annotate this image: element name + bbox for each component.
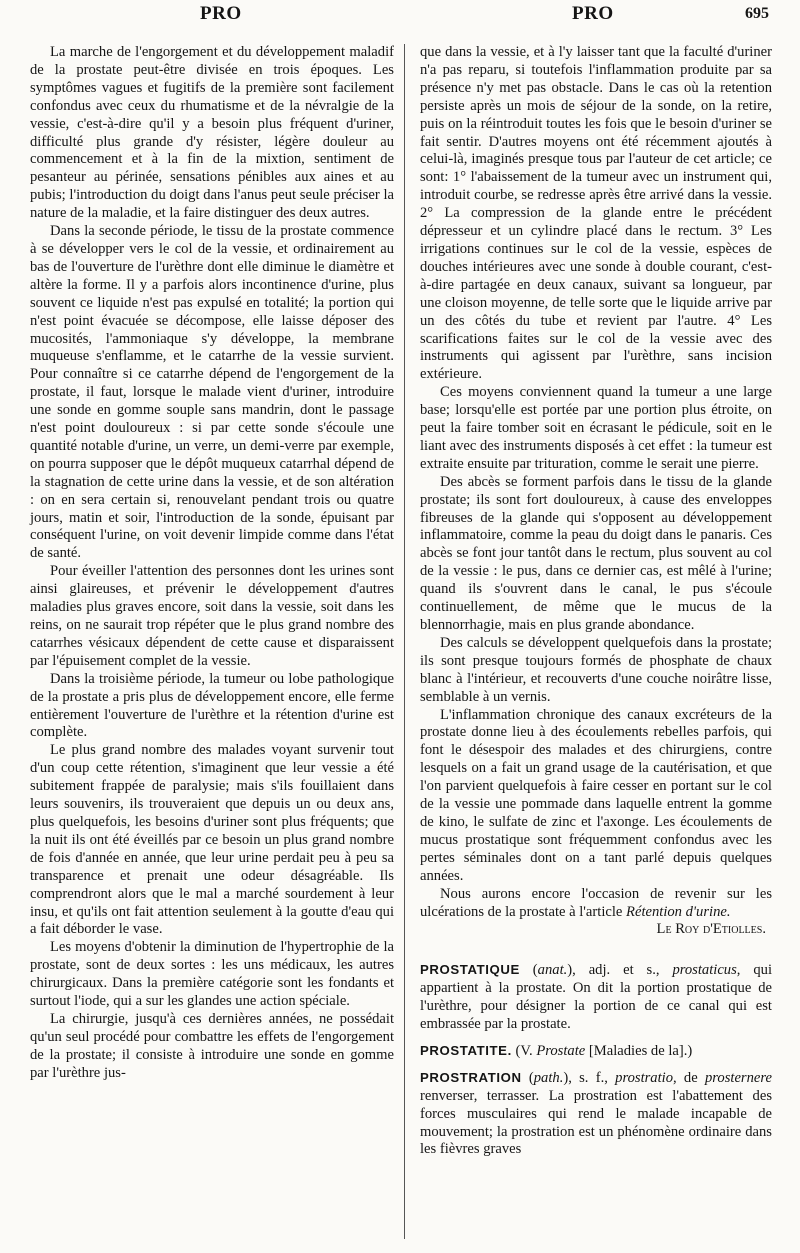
entry-grammar: , adj. et s., <box>572 962 660 979</box>
paragraph: Les moyens d'obtenir la diminution de l'hypertrophie de la prostate, sont de deux sortes : les uns médicaux, les autres chirurgicaux. Dans la première catégorie sont les fondants et surtout l'iode, qui a sur les glandes une action spéciale. <box>30 939 394 1010</box>
entry-latin: prostratio <box>615 1069 674 1086</box>
paragraph: Des calculs se développent quelquefois dans la prostate; ils sont presque toujours formés de phosphate de chaux blanc à l'intérieur, et recouverts d'une couche noirâtre lisse, semblable à un vernis. <box>420 634 772 705</box>
entry-latin: prostaticus <box>672 962 737 979</box>
entry-latin: prosternere <box>704 1069 772 1086</box>
left-column <box>30 44 394 1083</box>
entry-domain: path. <box>533 1069 564 1086</box>
entry-domain: anat. <box>537 962 568 979</box>
entry-prostration: PROSTRATION (path.), s. f., prostratio, de prosternere renverser, terrasser. La prostration est l'abattement des forces musculaires qui rend le malade incapable de mouvement; la prostration est un phénomène ordinaire dans les fièvres graves <box>420 1069 772 1158</box>
paragraph: Pour éveiller l'attention des personnes dont les urines sont ainsi glaireuses, et prévenir le développement d'autres maladies plus graves encore, soit dans la vessie, soit dans les reins, on ne saurait trop répéter que le plus grand nombre des catarrhes vésicaux dépendent de cette cause et disparaissent par l'épuisement complet de la vessie. <box>30 563 394 669</box>
cross-reference: Prostate <box>536 1042 586 1059</box>
paragraph: Dans la troisième période, la tumeur ou lobe pathologique de la prostate a pris plus de développement encore, elle ferme entièrement l'ouverture de l'urèthre et la rétention d'urine est complète. <box>30 670 394 741</box>
headword: PROSTATITE. <box>420 1042 512 1058</box>
paragraph: L'inflammation chronique des canaux excréteurs de la prostate donne lieu à des écoulements rebelles parfois, qui font le désespoir des malades et des chirurgiens, contre lesquels on a fait un grand usage de la cautérisation, et que l'on parvient quelquefois à faire cesser en portant sur le col de la vessie une pommade dans laquelle entrent la gomme de kino, le sulfate de zinc et l'axonge. Les écoulements de mucus prostatique sont fréquemment confondus avec les pertes séminales dont on a tant parlé depuis quelques années. <box>420 706 772 884</box>
entry-prostatique: PROSTATIQUE (anat.), adj. et s., prostaticus, qui appartient à la prostate. On dit la portion prostatique de l'urèthre, pour désigner la portion de ce canal qui est embrassée par la prostate. <box>420 962 772 1033</box>
headword: PROSTATIQUE <box>420 962 520 978</box>
headword: PROSTRATION <box>420 1069 522 1085</box>
running-head-right: PRO <box>572 3 614 24</box>
entry-etymology-prefix: , de <box>673 1069 698 1086</box>
right-column <box>420 44 772 1159</box>
author-signature: Le Roy d'Etiolles. <box>656 921 766 938</box>
entry-definition: [Maladies de la].) <box>588 1042 693 1059</box>
entry-definition: renverser, terrasser. La prostration est l'abattement des forces musculaires qui rend le malade incapable de mouvement; la prostration est un phénomène ordinaire dans les fièvres graves <box>420 1087 772 1158</box>
paragraph: Des abcès se forment parfois dans le tissu de la glande prostate; ils sont fort douloureux, à cause des enveloppes fibreuses de la glande qui s'opposent au développement inflammatoire, comme la peau du doigt dans le panaris. Ces abcès se font jour tantôt dans le rectum, plus souvent au col de la vessie : le pus, dans ce dernier cas, est mêlé à l'urine; quand ils s'ouvrent dans le canal, le pus s'écoule continuellement, de même que le mucus de la blennorrhagie, mais en plus grande abondance. <box>420 473 772 633</box>
page-number: 695 <box>745 5 769 22</box>
column-divider <box>404 44 405 1239</box>
closing-text: Nous aurons encore l'occasion de revenir sur les ulcérations de la prostate à l'article <box>420 885 772 920</box>
paragraph: Ces moyens conviennent quand la tumeur a une large base; lorsqu'elle est portée par une portion plus étroite, on peut la faire tomber soit en écrasant le pédicule, soit en le liant avec des instruments disposés à cet effet : la tumeur est extraite ensuite par trituration, comme le serait une pierre. <box>420 384 772 472</box>
paragraph: La chirurgie, jusqu'à ces dernières années, ne possédait qu'un seul procédé pour combattre les effets de l'engorgement de la prostate; il consiste à introduire une sonde en gomme par l'urèthre jus- <box>30 1010 394 1081</box>
running-head-left: PRO <box>200 3 242 24</box>
cross-reference: Rétention d'urine. <box>626 903 731 920</box>
paragraph: Dans la seconde période, le tissu de la prostate commence à se développer vers le col de la vessie, et ordinairement au bas de l'ouverture de l'urèthre dont elle diminue le diamètre et altère la forme. Il y a parfois alors incontinence d'urine, plus souvent ce liquide n'est pas expulsé en totalité; la portion qui n'est point évacuée se décompose, elle laisse déposer des mucosités, l'ammoniaque s'y développe, la membrane muqueuse s'enflamme, et le catarrhe de la vessie survient. Pour connaître si ce catarrhe dépend de l'engorgement de la prostate, il faut, lorsque le malade vient d'uriner, introduire une sonde en gomme souple sans mandrin, dont le passage n'est point douloureux : si par cette sonde s'écoule une quantité notable d'urine, un verre, un demi-verre par exemple, on pourra supposer que le dépôt muqueux catarrhal dépend de la stagnation de cette urine dans la vessie, et de son altération : on en sera certain si, renouvelant pendant trois ou quatre jours, matin et soir, l'introduction de la sonde, épuisant par conséquent l'urine, on voit devenir limpide comme dans l'état de santé. <box>30 223 394 562</box>
entry-prostatite <box>420 1042 772 1061</box>
paragraph: Le plus grand nombre des malades voyant survenir tout d'un coup cette rétention, s'imaginent que leur vessie a été subitement frappée de paralysie; mais s'ils fouillaient dans leurs souvenirs, ils trouveraient que depuis un ou deux ans, plus quelquefois, les besoins d'uriner sont plus fréquents; que la nuit ils ont été éveillés par ce besoin un plus grand nombre de fois d'année en année, que leur urine perdait peu à peu sa transparence et prenait une odeur désagréable. Ils comprendront alors que le mal a marché sourdement à leur insu, et qu'ils ont fait attention seulement à la goutte d'eau qui a fait déborder le vase. <box>30 742 394 938</box>
entry-definition: , qui appartient à la prostate. On dit la portion prostatique de l'urèthre, pour désigner la portion de ce canal qui est embrassée par la prostate. <box>420 962 772 1033</box>
paragraph: La marche de l'engorgement et du développement maladif de la prostate peut-être divisée en trois époques. Les symptômes vagues et fugitifs de la première sont facilement confondus avec ceux du rhumatisme et de la névralgie de la vessie, c'est-à-dire qu'il y a besoin plus fréquent d'uriner, difficulté plus grande d'y résister, légère douleur au commencement et à la fin de la mixtion, sentiment de pesanteur au périnée, sensations pénibles aux aines et au pubis; l'introduction du doigt dans l'anus peut seule préciser la nature de la maladie, et la faire distinguer des deux autres. <box>30 44 394 222</box>
entry-see: (V. <box>515 1042 533 1059</box>
paragraph-closing <box>420 886 772 940</box>
entry-grammar: , s. f., <box>568 1069 608 1086</box>
paragraph: que dans la vessie, et à l'y laisser tant que la faculté d'uriner n'a pas reparu, si toutefois l'inflammation produite par sa présence n'y met pas obstacle. Dans le cas où la retention persiste après un mois de séjour de la sonde, on la retire, puis on la réintroduit toutes les fois que le besoin d'uriner se fait sentir. D'autres moyens ont été récemment ajoutés à celui-là, imaginés presque tous par l'auteur de cet article; ce sont: 1° l'abaissement de la tumeur avec un instrument qui, introduit courbe, se redresse après être arrivé dans la vessie. 2° La compression de la glande entre le précédent dépresseur et un cylindre placé dans le rectum. 3° Les irrigations continues sur le col de la vessie, espèces de douches intérieures avec une sonde à double courant, c'est-à-dire partagée en deux canaux, suivant sa longueur, par une cloison moyenne, de telle sorte que le liquide arrive par un des côtés du tube et revient par l'autre. 4° Les scarifications faites sur le col de la vessie avec des instruments qui agissent par l'urèthre, sans incision extérieure. <box>420 44 772 383</box>
